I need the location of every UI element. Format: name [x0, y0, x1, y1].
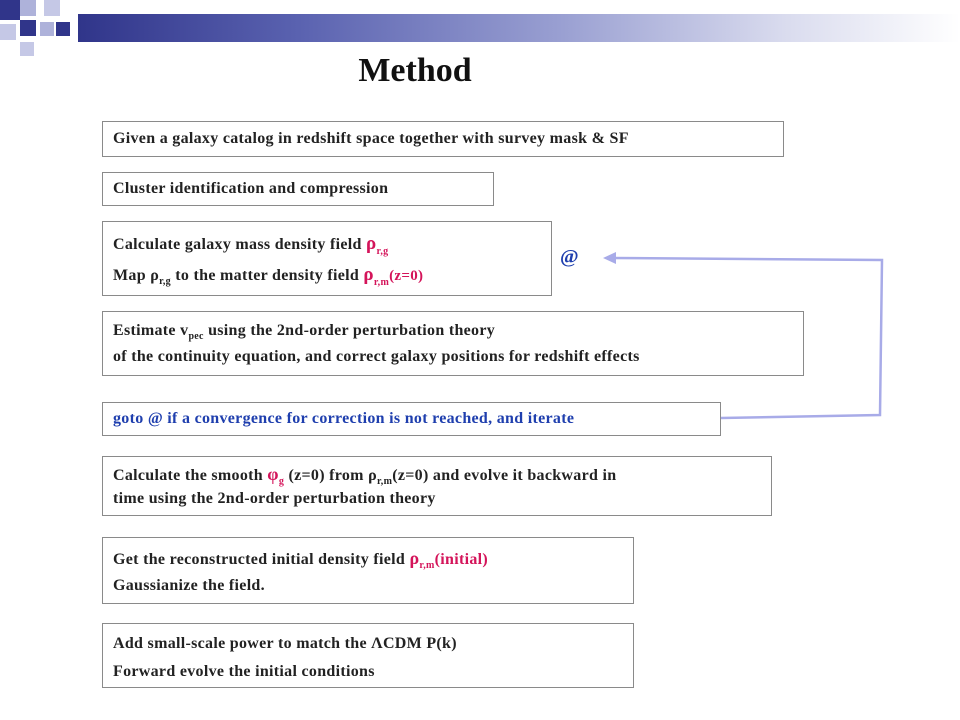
loop-arrow-head: [603, 252, 616, 264]
step-7-box: [102, 537, 634, 604]
step-7-line-1: Get the reconstructed initial density field $\rho_{r,m}(initial)$: [113, 548, 489, 572]
step-1-text: Given a galaxy catalog in redshift space together with survey mask & SF: [113, 130, 629, 147]
step-8-box: [102, 623, 634, 688]
step-7-line-2: Gaussianize the field.: [113, 577, 265, 594]
iteration-marker: @: [560, 246, 579, 268]
step-3-line-2: Map $\rho_{r,g}$ to the matter density field $\rho_{r,m}(z=0)$: [113, 264, 424, 288]
loop-arrow-line: [612, 258, 882, 418]
step-2-text: Cluster identification and compression: [113, 180, 389, 197]
step-6-line-2: time using the 2nd-order perturbation theory: [113, 490, 436, 507]
slide-title: Method: [358, 52, 472, 89]
step-3-line-1: Calculate galaxy mass density field $\rho_{r,g}$: [113, 233, 389, 257]
step-8-line-2: Forward evolve the initial conditions: [113, 663, 375, 680]
step-5-text: goto @ if a convergence for correction is not reached, and iterate: [113, 410, 575, 427]
step-6-line-1: Calculate the smooth $\varphi_g$ (z=0) from $\rho_{r,m}(z=0)$ and evolve it backward in: [113, 464, 617, 488]
step-8-line-1: Add small-scale power to match the ΛCDM P(k): [113, 635, 457, 652]
step-4-line-1: Estimate $v_{pec}$ using the 2nd-order perturbation theory: [113, 322, 496, 343]
step-4-line-2: of the continuity equation, and correct galaxy positions for redshift effects: [113, 348, 640, 365]
step-6-box: [102, 456, 772, 516]
